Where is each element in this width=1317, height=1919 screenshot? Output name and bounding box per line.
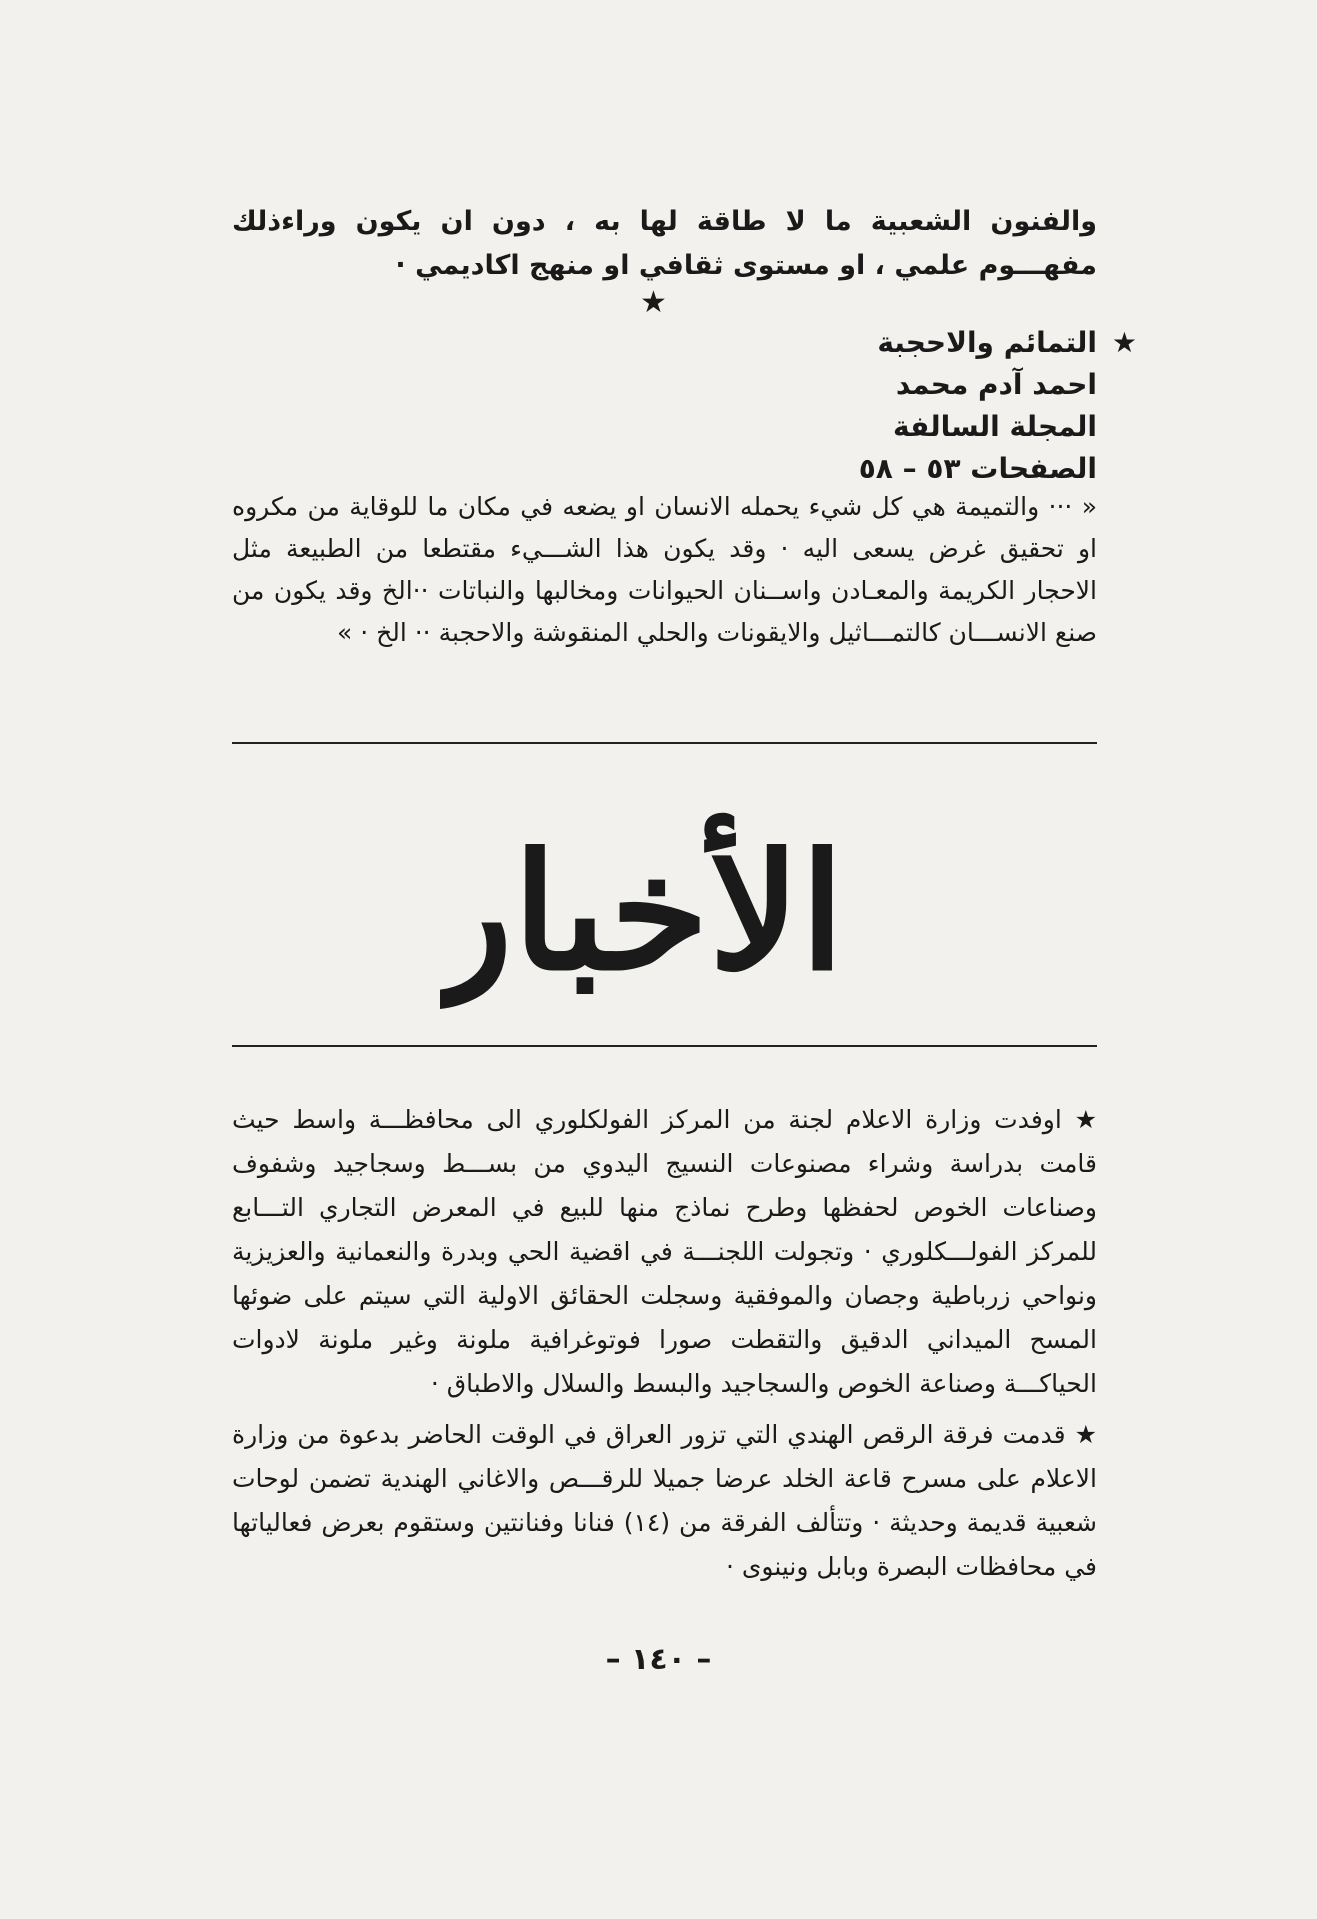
news-item-2: ★ قدمت فرقة الرقص الهندي التي تزور العراق في الوقت الحاضر بدعوة من وزارة الاعلام على مسرح قاعة الخلد عرضا جميلا للرقـــص والاغاني الهندية تضمن لوحات شعبية قديمة وحديثة · وتتألف الفرقة من (١٤) فنانا وفنانتين وستقوم بعرض فعالياتها في محافظات البصرة وبابل ونينوى ·	[232, 1420, 1097, 1581]
intro-paragraph: والفنون الشعبية ما لا طاقة لها به ، دون ان يكون وراءذلك مفهـــوم علمي ، او مستوى ثقافي او منهج اكاديمي ·	[232, 206, 1097, 281]
masthead-logo	[440, 768, 840, 1013]
reference-source: المجلة السالفة	[893, 410, 1097, 443]
news-item-1: ★ اوفدت وزارة الاعلام لجنة من المركز الفولكلوري الى محافظـــة واسط حيث قامت بدراسة وشراء مصنوعات النسيج اليدوي من بســـط وسجاجيد وشفوف وصناعات الخوص لحفظها وطرح نماذج منها للبيع في المعرض التجاري التـــابع للمركز الفولـــكلوري · وتجولت اللجنـــة في اقضية الحي وبدرة والنعمانية والعزيزية ونواحي زرباطية وجصان والموفقية وسجلت الحقائق الاولية التي سيتم على ضوئها المسح الميداني الدقيق والتقطت صورا فوتوغرافية ملونة وغير ملونة لادوات الحياكـــة وصناعة الخوص والسجاجيد والبسط والسلال والاطباق ·	[232, 1105, 1097, 1398]
reference-author: احمد آدم محمد	[895, 368, 1097, 401]
masthead-logo-icon	[440, 768, 840, 1013]
reference-star-icon: ★	[1111, 326, 1137, 359]
page-number: – ١٤٠ –	[605, 1642, 712, 1677]
reference-pages: الصفحات ٥٣ – ٥٨	[858, 452, 1097, 485]
separator-star-icon: ★	[640, 285, 667, 320]
reference-title: التمائم والاحجبة	[877, 326, 1097, 359]
masthead-title: الأخبار	[440, 818, 840, 1006]
masthead-bottom-rule	[232, 1045, 1097, 1047]
reference-block	[858, 322, 1137, 490]
masthead-top-rule	[232, 742, 1097, 744]
quote-paragraph: « ··· والتميمة هي كل شيء يحمله الانسان او يضعه في مكان ما للوقاية من مكروه او تحقيق غرض يسعى اليه · وقد يكون هذا الشـــيء مقتطعا من الطبيعة مثل الاحجار الكريمة والمعـادن واســنان الحيوانات ومخالبها والنباتات ··الخ وقد يكون من صنع الانســـان كالتمـــاثيل والايقونات والحلي المنقوشة والاحجبة ·· الخ · »	[232, 492, 1097, 647]
